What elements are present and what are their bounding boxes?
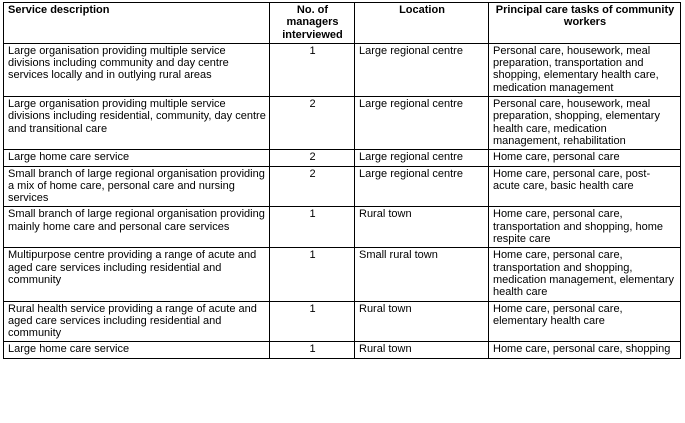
table-row (4, 207, 681, 248)
cell-service: Large organisation providing multiple service divisions including community and day centre services locally and in outlying rural areas (4, 43, 270, 96)
cell-tasks: Personal care, housework, meal preparation, shopping, elementary health care, medication management, rehabilitation (489, 97, 681, 150)
cell-managers: 2 (270, 150, 355, 166)
cell-location: Large regional centre (355, 97, 489, 150)
table-row (4, 342, 681, 358)
cell-service: Small branch of large regional organisation providing a mix of home care, personal care and nursing services (4, 166, 270, 207)
cell-location: Rural town (355, 342, 489, 358)
cell-managers: 1 (270, 301, 355, 342)
cell-service: Small branch of large regional organisation providing mainly home care and personal care services (4, 207, 270, 248)
cell-managers: 1 (270, 207, 355, 248)
cell-managers: 1 (270, 248, 355, 301)
table-body (4, 43, 681, 358)
header-row (4, 3, 681, 44)
table-row (4, 97, 681, 150)
cell-service: Rural health service providing a range of acute and aged care services including residential and community (4, 301, 270, 342)
cell-location: Large regional centre (355, 43, 489, 96)
table-row (4, 166, 681, 207)
header-service-description: Service description (4, 3, 270, 44)
cell-tasks: Home care, personal care, elementary health care (489, 301, 681, 342)
table-row (4, 248, 681, 301)
cell-location: Small rural town (355, 248, 489, 301)
cell-managers: 1 (270, 342, 355, 358)
cell-location: Rural town (355, 301, 489, 342)
header-location: Location (355, 3, 489, 44)
cell-tasks: Home care, personal care, transportation and shopping, medication management, elementary health care (489, 248, 681, 301)
services-table (3, 2, 681, 359)
cell-location: Large regional centre (355, 166, 489, 207)
table-row (4, 43, 681, 96)
cell-tasks: Home care, personal care, shopping (489, 342, 681, 358)
table-row (4, 150, 681, 166)
cell-tasks: Home care, personal care, transportation and shopping, home respite care (489, 207, 681, 248)
cell-service: Large home care service (4, 342, 270, 358)
header-principal-care-tasks: Principal care tasks of community workers (489, 3, 681, 44)
cell-service: Large home care service (4, 150, 270, 166)
cell-tasks: Personal care, housework, meal preparation, transportation and shopping, elementary health care, medication management (489, 43, 681, 96)
header-managers-interviewed: No. of managers interviewed (270, 3, 355, 44)
cell-location: Rural town (355, 207, 489, 248)
cell-service: Multipurpose centre providing a range of acute and aged care services including residential and community (4, 248, 270, 301)
cell-tasks: Home care, personal care, post-acute care, basic health care (489, 166, 681, 207)
table-row (4, 301, 681, 342)
cell-location: Large regional centre (355, 150, 489, 166)
cell-managers: 2 (270, 166, 355, 207)
cell-service: Large organisation providing multiple service divisions including residential, community, day centre and transitional care (4, 97, 270, 150)
cell-managers: 2 (270, 97, 355, 150)
table-header (4, 3, 681, 44)
cell-managers: 1 (270, 43, 355, 96)
cell-tasks: Home care, personal care (489, 150, 681, 166)
